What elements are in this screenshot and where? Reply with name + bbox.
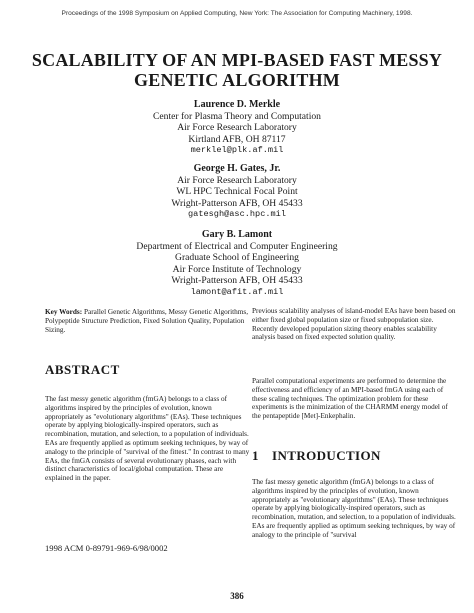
- author-address: Wright-Patterson AFB, OH 45433: [171, 275, 303, 287]
- abstract-text: The fast messy genetic algorithm (fmGA) belongs to a class of algorithms inspired by the principles of evolution, known appropriately as "evolutionary algorithms" (EAs). These techniques operate by applying biologically-inspired operators, such as recombination, mutation, and selection, to a population of individuals. EAs are frequently applied as optimum seeking techniques, by way of analogy to the principle of "survival of the fittest." In contrast to many EAs, the fmGA consists of several evolutionary phases, each with distinct characteristics of local/global computation. These are explained in the paper.: [45, 395, 250, 483]
- author-affiliation: Air Force Research Laboratory: [177, 174, 297, 186]
- abstract-heading: ABSTRACT: [45, 362, 120, 377]
- section-title: INTRODUCTION: [272, 448, 381, 463]
- author-affiliation: Air Force Institute of Technology: [172, 263, 302, 275]
- author-address: Wright-Patterson AFB, OH 45433: [171, 197, 303, 209]
- keywords-label: Key Words:: [45, 308, 83, 316]
- author-name: Laurence D. Merkle: [193, 99, 281, 110]
- author-email: lamont@afit.af.mil: [190, 286, 284, 297]
- paper-title: [0, 50, 474, 90]
- author-block-1: [0, 99, 474, 157]
- page-number: 386: [230, 591, 244, 601]
- body-paragraph: Parallel computational experiments are performed to determine the effectiveness and efficiency of an MPI-based fmGA using each of these scaling techniques. The optimization problem for these experiments is the minimization of the CHARMM energy model of the pentapeptide [Met]-Enkephalin.: [252, 377, 448, 421]
- title-line-2: GENETIC ALGORITHM: [134, 70, 340, 90]
- section-heading-introduction: [252, 448, 381, 464]
- author-block-2: [0, 163, 474, 221]
- proceedings-header: Proceedings of the 1998 Symposium on Applied Computing, New York: The Association for Computing Machinery, 1998.: [61, 10, 413, 17]
- author-email: gatesgh@asc.hpc.mil: [188, 209, 286, 220]
- section-number: 1: [252, 448, 259, 463]
- author-affiliation: Air Force Research Laboratory: [177, 122, 297, 134]
- body-paragraph: The fast messy genetic algorithm (fmGA) belongs to a class of algorithms inspired by the principles of evolution, known appropriately as "evolutionary algorithms" (EAs). These techniques operate by applying biologically-inspired operators, such as recombination, mutation, and selection, to a population of individuals. EAs are frequently applied as optimum seeking techniques, by way of analogy to the principle of "survival: [252, 478, 456, 539]
- author-affiliation: Graduate School of Engineering: [175, 252, 299, 264]
- author-affiliation: Center for Plasma Theory and Computation: [153, 110, 321, 122]
- title-line-1: SCALABILITY OF AN MPI-BASED FAST MESSY: [31, 50, 443, 70]
- acm-copyright: 1998 ACM 0-89791-969-6/98/0002: [45, 543, 168, 553]
- author-address: Kirtland AFB, OH 87117: [188, 133, 286, 145]
- body-paragraph: Previous scalability analyses of island-model EAs have been based on either fixed global population size or fixed subpopulation size. Recently developed population sizing theory enables scalability analysis based on fixed expected solution quality.: [252, 307, 456, 342]
- author-name: Gary B. Lamont: [201, 229, 273, 240]
- author-block-3: [0, 229, 474, 299]
- author-affiliation: WL HPC Technical Focal Point: [176, 186, 298, 198]
- author-affiliation: Department of Electrical and Computer Engineering: [136, 240, 338, 252]
- keywords-text: Parallel Genetic Algorithms, Messy Genetic Algorithms, Polypeptide Structure Prediction, Fixed Solution Quality, Population Sizing.: [45, 308, 249, 334]
- author-name: George H. Gates, Jr.: [193, 163, 281, 174]
- keywords: [45, 308, 250, 334]
- author-email: merklel@plk.af.mil: [190, 145, 284, 156]
